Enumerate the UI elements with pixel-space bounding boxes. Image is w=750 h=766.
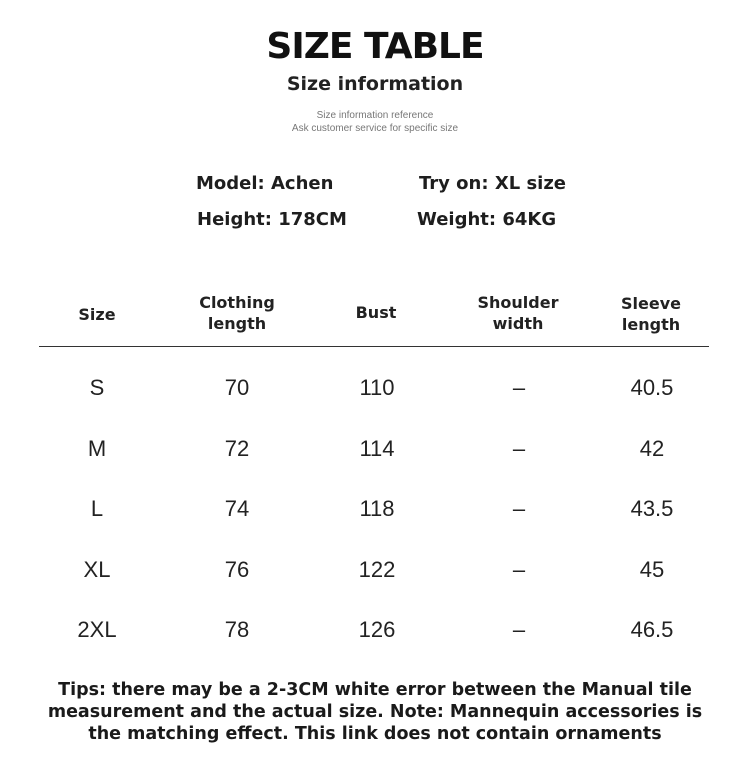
- clothing-length-cell: 72: [224, 436, 250, 461]
- column-header-text: Shoulder: [477, 293, 559, 312]
- table-row: [0, 496, 750, 536]
- column-header-text: Size: [78, 305, 116, 324]
- column-header-text: Sleeve: [621, 294, 681, 313]
- page-subtitle: Size information: [286, 73, 464, 95]
- clothing-length-cell: 78: [224, 617, 250, 642]
- sleeve-length-cell: 43.5: [630, 496, 674, 521]
- shoulder-width-cell: –: [512, 496, 526, 521]
- column-header-text: Bust: [355, 303, 397, 322]
- model-name: Model: Achen: [196, 173, 334, 194]
- bust-cell: 118: [359, 496, 395, 521]
- size-cell: XL: [83, 557, 111, 582]
- shoulder-width-cell: –: [512, 436, 526, 461]
- model-try-on-size: Try on: XL size: [419, 173, 567, 194]
- model-height: Height: 178CM: [197, 209, 347, 230]
- size-cell: L: [90, 496, 104, 521]
- table-row: [0, 557, 750, 597]
- size-cell: 2XL: [77, 617, 117, 642]
- reference-note: Size information reference: [316, 110, 434, 121]
- column-header-clothing-length: [162, 292, 312, 334]
- column-header-text: length: [621, 315, 681, 334]
- sleeve-length-cell: 40.5: [630, 375, 674, 400]
- shoulder-width-cell: –: [512, 557, 526, 582]
- size-cell: S: [89, 375, 105, 400]
- measurement-tips: Tips: there may be a 2-3CM white error between the Manual tile measurement and the actual size. Note: Mannequin accessories is the matching effect. This link does not contain ornaments: [47, 680, 703, 744]
- clothing-length-cell: 70: [224, 375, 250, 400]
- column-header-size: [22, 304, 172, 325]
- shoulder-width-cell: –: [512, 375, 526, 400]
- column-header-sleeve-length: [576, 293, 726, 335]
- size-cell: M: [87, 436, 107, 461]
- column-header-text: width: [492, 314, 544, 333]
- customer-service-note: Ask customer service for specific size: [291, 123, 459, 134]
- bust-cell: 126: [358, 617, 396, 642]
- bust-cell: 114: [359, 436, 395, 461]
- sleeve-length-cell: 42: [639, 436, 665, 461]
- model-weight: Weight: 64KG: [417, 209, 557, 230]
- sleeve-length-cell: 45: [639, 557, 665, 582]
- header-divider: [39, 346, 709, 347]
- bust-cell: 122: [358, 557, 396, 582]
- clothing-length-cell: 76: [224, 557, 250, 582]
- column-header-bust: [301, 302, 451, 323]
- sleeve-length-cell: 46.5: [630, 617, 674, 642]
- clothing-length-cell: 74: [224, 496, 250, 521]
- table-row: [0, 436, 750, 476]
- bust-cell: 110: [359, 375, 395, 400]
- table-row: [0, 375, 750, 415]
- column-header-text: Clothing: [199, 293, 275, 312]
- page-title: SIZE TABLE: [266, 26, 484, 67]
- shoulder-width-cell: –: [512, 617, 526, 642]
- column-header-shoulder-width: [443, 292, 593, 334]
- column-header-text: length: [207, 314, 267, 333]
- table-row: [0, 617, 750, 657]
